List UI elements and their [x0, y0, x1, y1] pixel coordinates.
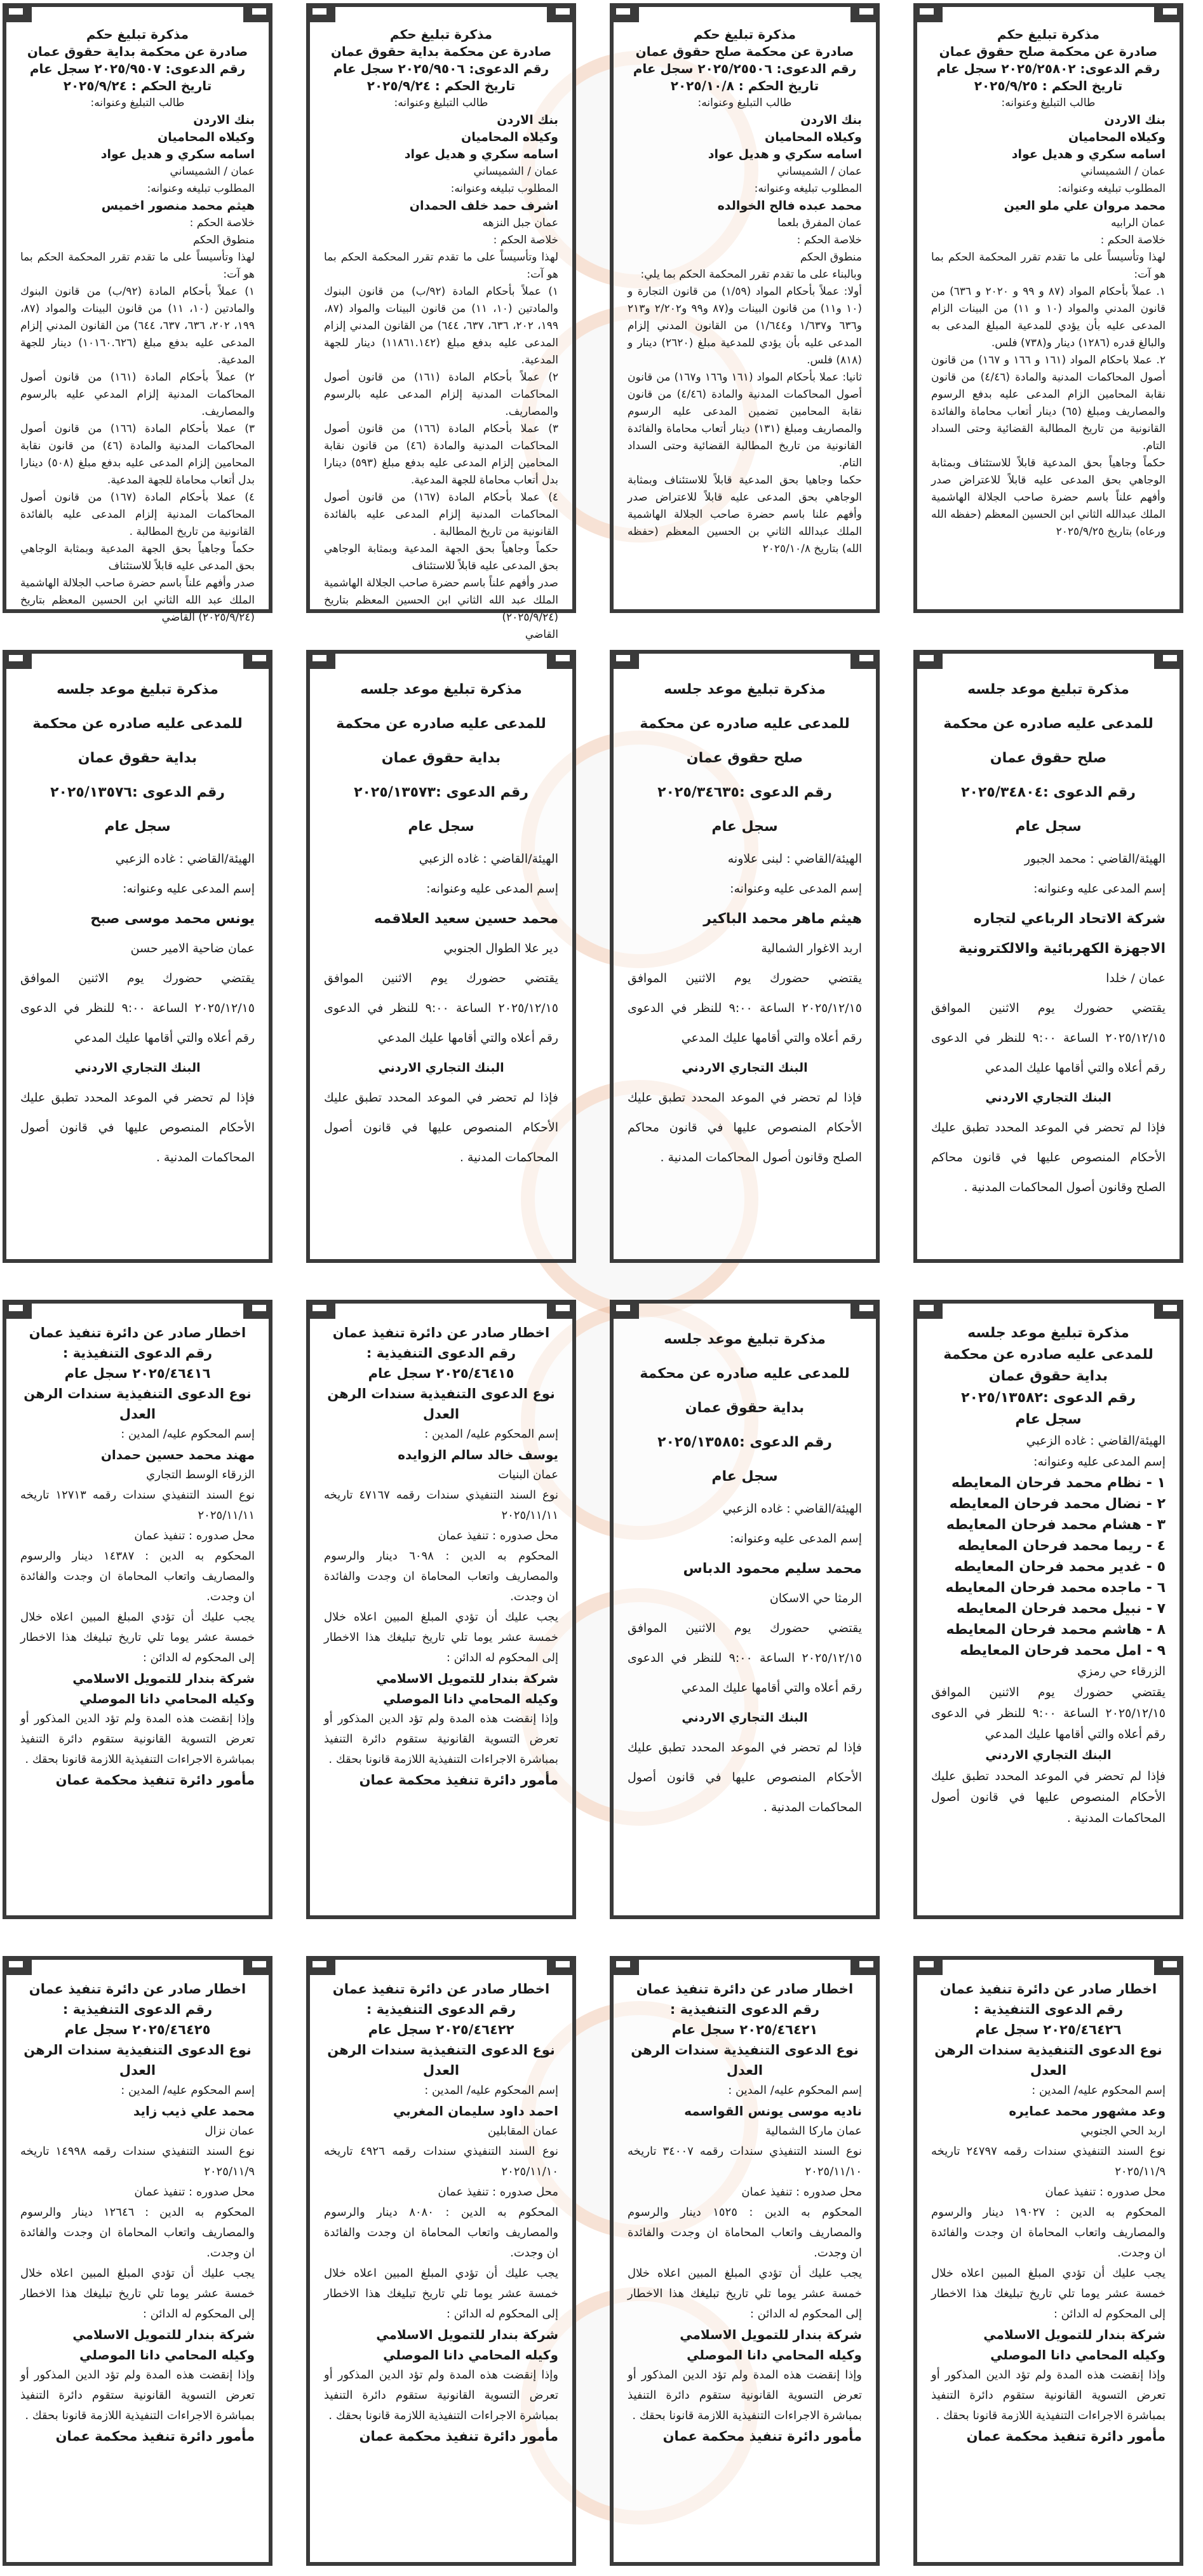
notice-heading: للمدعى عليه صادره عن محكمة — [640, 1366, 850, 1382]
legal-notice-judgment — [306, 3, 576, 641]
notice-field: إسم المحكوم عليه/ المدين : — [1032, 2084, 1166, 2097]
notice-party-name: شركة بندار للتمويل الاسلامي — [983, 2327, 1166, 2342]
legal-notice-hearing — [913, 650, 1183, 1263]
frame-corner-ornament-icon — [913, 1300, 943, 1319]
notice-paragraph: نوع السند التنفيذي سندات رقمه ٤٧١٦٧ تاريخه ٢٠٢٥/١١/١١ — [324, 1488, 559, 1522]
notice-heading: رقم الدعوى :٢٠٢٥/١٣٥٨٢ — [961, 1390, 1136, 1406]
notice-paragraph: ٣) عملا بأحكام المادة (١٦٦) من قانون أصول المحاكمات المدنية والمادة (٤٦) من قانون نقابة المحامين إلزام المدعى عليه بدفع مبلغ (٥٩٣) دينارا بدل أتعاب محاماة للجهة المدعية. — [324, 422, 558, 487]
frame-corner-ornament-icon — [610, 650, 639, 669]
notice-paragraph: فإذا لم تحضر في الموعد المحدد تطبق عليك الأحكام المنصوص عليها في قانون أصول المحاكمات المدنية . — [931, 1769, 1166, 1825]
notice-field: إسم المدعى عليه وعنوانه: — [123, 882, 255, 896]
notice-paragraph: يقتضي حضورك يوم الاثنين الموافق ٢٠٢٥/١٢/١٥ الساعة ٩:٠٠ للنظر في الدعوى رقم أعلاه والتي أقامها عليك المدعي — [20, 971, 255, 1045]
notice-field: اربد الاغوار الشمالية — [761, 941, 862, 955]
notice-plaintiff: البنك التجاري الاردني — [682, 1061, 808, 1075]
notice-field: محل صدوره : تنفيذ عمان — [741, 2185, 862, 2199]
notice-party-name: هيثم ماهر محمد الباكير — [703, 911, 862, 927]
notice-paragraph: المحكوم به الدين : ١٩٠٢٧ دينار والرسوم والمصاريف واتعاب المحاماة ان وجدت والفائدة ان وجدت. — [931, 2206, 1166, 2260]
notice-field: عمان جبل النزهه — [482, 217, 558, 229]
notice-heading: رقم الدعوى التنفيذية : — [973, 2002, 1124, 2017]
notice-heading: سجل عام — [104, 819, 171, 835]
notice-party-name: وكيله المحامي دانا الموصلي — [79, 1691, 255, 1706]
legal-notice-judgment — [610, 3, 880, 613]
notice-paragraph: وإذا إنقضت هذه المدة ولم تؤد الدين المذكور أو تعرض التسوية القانونية ستقوم دائرة التنفيذ بمباشرة الاجراءات التنفيذية اللازمة قانونا بحقك . — [324, 2368, 558, 2422]
notice-field: محل صدوره : تنفيذ عمان — [134, 2185, 255, 2199]
notice-heading: نوع الدعوى التنفيذية سندات الرهن العدل — [934, 2042, 1162, 2078]
notice-heading: ٢٠٢٥/٤٦٤٢٥ سجل عام — [64, 2022, 211, 2037]
notice-heading: تاريخ الحكم : ٢٠٢٥/٩/٢٥ — [974, 78, 1123, 93]
notice-heading: صلح حقوق عمان — [990, 750, 1107, 766]
notice-label: طالب التبليغ وعنوانه: — [90, 97, 185, 109]
frame-corner-ornament-icon — [1154, 1300, 1183, 1319]
notice-field: عمان ضاحية الامير حسن — [130, 941, 255, 955]
notice-heading: تاريخ الحكم : ٢٠٢٥/٩/٢٤ — [63, 78, 212, 93]
notice-label: طالب التبليغ وعنوانه: — [697, 97, 792, 109]
notice-paragraph: المحكوم به الدين : ٦٠٩٨ دينار والرسوم والمصاريف واتعاب المحاماة ان وجدت والفائدة ان وجدت. — [324, 1549, 558, 1603]
notice-field: الهيئة/القاضي : محمد الجبور — [1024, 852, 1166, 866]
notice-heading: سجل عام — [408, 819, 474, 835]
notice-field: إسم المدعى عليه وعنوانه: — [730, 882, 862, 896]
notice-heading: للمدعى عليه صادره عن محكمة — [336, 716, 546, 732]
notice-heading: اخطار صادر عن دائرة تنفيذ عمان — [332, 1981, 550, 1997]
notice-paragraph: المحكوم به الدين : ١٤٣٨٧ دينار والرسوم والمصاريف واتعاب المحاماة ان وجدت والفائدة ان وجدت. — [20, 1549, 255, 1603]
notice-paragraph: صدر وأفهم علناً باسم حضرة صاحب الجلالة الهاشمية الملك عبد الله الثاني ابن الحسين المعظم بتاريخ (٢٠٢٥/٩/٢٤) القاضي — [20, 577, 255, 624]
notice-party-name: شركة بندار للتمويل الاسلامي — [72, 1671, 255, 1686]
frame-corner-ornament-icon — [306, 3, 335, 22]
notice-party-name: ١ - نظام محمد فرحان المعايطه — [951, 1475, 1166, 1491]
notice-party-name: وكيلاه المحاميان — [1068, 130, 1166, 144]
notice-party-name: ٨ - هاشم محمد فرحان المعايطه — [946, 1622, 1166, 1638]
notice-paragraph: ١. عملاً بأحكام المواد (٨٧ و ٩٩ و ٢٠٢٠ و ٦٣٦) من قانون المدني والمواد (١٠ و ١١) من البينات الزام المدعى عليه بأن يؤدي للمدعية المبلغ المدعى به والبالغ قدره (١٢٨٦) دينار و(٧٣٨) فلس. — [931, 285, 1166, 349]
notice-label: طالب التبليغ وعنوانه: — [1001, 97, 1096, 109]
notice-field: عمان الرابيه — [1110, 217, 1166, 229]
frame-corner-ornament-icon — [306, 1300, 335, 1319]
notice-party-name: شركة بندار للتمويل الاسلامي — [376, 2327, 558, 2342]
notice-party-name: محمد حسين سعيد العلاقمه — [373, 911, 558, 927]
notice-party-name: وكيلاه المحاميان — [158, 130, 255, 144]
notice-party-name: احمد داود سليمان المغربي — [393, 2103, 558, 2119]
notice-field: المطلوب تبليغه وعنوانه: — [1058, 182, 1166, 195]
notice-paragraph: نوع السند التنفيذي سندات رقمه ١٢٧١٣ تاريخه ٢٠٢٥/١١/١١ — [20, 1488, 255, 1522]
notice-field: محل صدوره : تنفيذ عمان — [134, 1529, 255, 1542]
frame-corner-ornament-icon — [3, 1956, 32, 1975]
notice-paragraph: يجب عليك أن تؤدي المبلغ المبين اعلاه خلال خمسة عشر يوما تلي تاريخ تبليغك هذا الاخطار إلى المحكوم له الدائن : — [324, 1610, 558, 1664]
notice-paragraph: ٤) عملا بأحكام المادة (١٦٧) من قانون أصول المحاكمات المدنية إلزام المدعى عليه بالفائدة القانونية من تاريخ المطالبة . — [20, 491, 255, 538]
notice-paragraph: لهذا وتأسيساً على ما تقدم تقرر المحكمة الحكم بما هو آت: — [324, 251, 558, 281]
notice-signature: مأمور دائرة تنفيذ محكمة عمان — [55, 1772, 255, 1788]
notice-plaintiff: البنك التجاري الاردني — [985, 1748, 1112, 1762]
notice-signature: مأمور دائرة تنفيذ محكمة عمان — [662, 2429, 862, 2444]
legal-notice-hearing — [913, 1300, 1183, 1919]
frame-corner-ornament-icon — [547, 1300, 576, 1319]
notice-heading: سجل عام — [711, 819, 778, 835]
notice-paragraph: ١) عملاً بأحكام المادة (٩٢/ب) من قانون البنوك والمادتين (١٠، ١١) من قانون البينات والمواد (٨٧، ١٩٩، ٢٠٢، ٦٣٦، ٦٣٧، ٦٤٤) من القانون المدني إلزام المدعى عليه بدفع مبلغ (١١٨٦١.١٤٢) دينار للجهة المدعية. — [324, 285, 559, 367]
notice-heading: صلح حقوق عمان — [686, 750, 803, 766]
notice-heading: رقم الدعوى التنفيذية : — [62, 1345, 213, 1361]
frame-corner-ornament-icon — [306, 1956, 335, 1975]
legal-notice-exec — [3, 1956, 272, 2566]
notice-party-name: ٧ - نبيل محمد فرحان المعايطه — [957, 1601, 1166, 1617]
notice-field: منطوق الحكم — [800, 251, 862, 264]
notice-heading: نوع الدعوى التنفيذية سندات الرهن العدل — [327, 2042, 555, 2078]
frame-corner-ornament-icon — [3, 3, 32, 22]
notice-paragraph: فإذا لم تحضر في الموعد المحدد تطبق عليك الأحكام المنصوص عليها في قانون أصول المحاكمات المدنية . — [324, 1091, 558, 1164]
notice-field: القاضي — [525, 628, 558, 641]
notice-field: الهيئة/القاضي : لبنى علاونه — [727, 852, 862, 866]
frame-corner-ornament-icon — [243, 1956, 272, 1975]
notice-party-name: شركة بندار للتمويل الاسلامي — [376, 1671, 558, 1686]
notice-heading: سجل عام — [1015, 1412, 1082, 1427]
notice-paragraph: وإذا إنقضت هذه المدة ولم تؤد الدين المذكور أو تعرض التسوية القانونية ستقوم دائرة التنفيذ بمباشرة الاجراءات التنفيذية اللازمة قانونا بحقك . — [20, 2368, 255, 2422]
notice-party-name: وكيله المحامي دانا الموصلي — [79, 2347, 255, 2363]
notice-heading: صادرة عن محكمة بداية حقوق عمان — [27, 44, 248, 59]
legal-notice-exec — [610, 1956, 880, 2566]
notice-heading: رقم الدعوى :٢٠٢٥/١٣٥٨٥ — [657, 1434, 832, 1450]
notice-field: عمان / الشميساني — [473, 165, 558, 178]
notice-party-name: اسامه سكري و هديل عواد — [1011, 147, 1166, 161]
notice-heading: تاريخ الحكم : ٢٠٢٥/١٠/٨ — [670, 78, 819, 93]
notice-paragraph: يجب عليك أن تؤدي المبلغ المبين اعلاه خلال خمسة عشر يوما تلي تاريخ تبليغك هذا الاخطار إلى المحكوم له الدائن : — [931, 2267, 1166, 2321]
notice-paragraph: ٢) عملاً بأحكام المادة (١٦١) من قانون أصول المحاكمات المدنية إلزام المدعي عليه بالرسوم والمصاريف. — [20, 371, 255, 418]
notice-heading: رقم الدعوى التنفيذية : — [366, 1345, 516, 1361]
notice-paragraph: ٣) عملا بأحكام المادة (١٦٦) من قانون أصول المحاكمات المدنية والمادة (٤٦) من قانون نقابة المحامين إلزام المدعى عليه بدفع مبلغ (٥٠٨) دينارا بدل أتعاب محاماة للجهة المدعية. — [20, 422, 255, 487]
notice-heading: اخطار صادر عن دائرة تنفيذ عمان — [29, 1981, 246, 1997]
frame-corner-ornament-icon — [913, 3, 943, 22]
notice-party-name: اشرف حمد خلف الحمدان — [409, 199, 558, 213]
frame-corner-ornament-icon — [610, 1300, 639, 1319]
notice-paragraph: حكماً وجاهياً بحق الجهة المدعية وبمثابة الوجاهي بحق المدعى عليه قابلاً للاستئناف — [20, 543, 255, 572]
frame-corner-ornament-icon — [547, 1956, 576, 1975]
notice-paragraph: ٢. عملا باحكام المواد (١٦١ و ١٦٦ و ١٦٧) من قانون أصول المحاكمات المدنية والمادة (٤/٤٦) من قانون نقابة المحامين الزام المدعى عليه بدفع الرسوم والمصاريف ومبلغ (٦٥) دينار أتعاب محاماة والفائدة القانونية من تاريخ المطالبة القضائية وحتى السداد التام. — [931, 354, 1166, 452]
notice-heading: اخطار صادر عن دائرة تنفيذ عمان — [636, 1981, 854, 1997]
frame-corner-ornament-icon — [1154, 650, 1183, 669]
notice-paragraph: يقتضي حضورك يوم الاثنين الموافق ٢٠٢٥/١٢/١٥ الساعة ٩:٠٠ للنظر في الدعوى رقم أعلاه والتي أقامها عليك المدعي — [628, 1621, 862, 1695]
frame-corner-ornament-icon — [3, 650, 32, 669]
notice-field: منطوق الحكم — [192, 234, 255, 246]
notice-heading: اخطار صادر عن دائرة تنفيذ عمان — [939, 1981, 1157, 1997]
notice-paragraph: وبالبناء على ما تقدم تقرر المحكمة الحكم بما يلي: — [640, 268, 862, 281]
notice-party-name: شركة الاتحاد الرباعي لتجاره الاجهزة الكهربائية والالكترونية — [958, 911, 1166, 957]
notice-heading: ٢٠٢٥/٤٦٤٢٢ سجل عام — [368, 2022, 514, 2037]
notice-paragraph: يقتضي حضورك يوم الاثنين الموافق ٢٠٢٥/١٢/١٥ الساعة ٩:٠٠ للنظر في الدعوى رقم أعلاه والتي أقامها عليك المدعي — [628, 971, 862, 1045]
notice-heading: نوع الدعوى التنفيذية سندات الرهن العدل — [327, 1386, 555, 1422]
notice-heading: مذكرة تبليغ موعد جلسه — [664, 682, 826, 698]
notice-field: عمان / الشميساني — [777, 165, 862, 178]
notice-field: محل صدوره : تنفيذ عمان — [1045, 2185, 1166, 2199]
notice-heading: مذكرة تبليغ موعد جلسه — [664, 1332, 826, 1347]
notice-heading: اخطار صادر عن دائرة تنفيذ عمان — [332, 1325, 550, 1340]
notice-heading: مذكرة تبليغ موعد جلسه — [57, 682, 218, 698]
notice-party-name: ٦ - ماجده محمد فرحان المعايطه — [945, 1580, 1166, 1596]
notice-heading: للمدعى عليه صادره عن محكمة — [943, 716, 1153, 732]
legal-notice-exec — [913, 1956, 1183, 2566]
notice-field: إسم المحكوم عليه/ المدين : — [424, 1427, 558, 1441]
notice-field: إسم المحكوم عليه/ المدين : — [424, 2084, 558, 2097]
notice-party-name: وعد مشهور محمد عمايره — [1009, 2103, 1166, 2119]
notice-field: اربد الحي الجنوبي — [1080, 2124, 1166, 2138]
notice-heading: بداية حقوق عمان — [685, 1400, 805, 1416]
notice-field: عمان المقابلين — [487, 2124, 558, 2138]
notice-field: خلاصة الحكم : — [189, 217, 255, 229]
notice-party-name: يونس محمد موسى صبح — [90, 911, 255, 927]
notice-party-name: بنك الاردن — [800, 113, 862, 127]
notice-field: عمان / خلدا — [1106, 971, 1166, 985]
notice-party-name: يوسف خالد سالم الزوايده — [398, 1447, 558, 1462]
notice-signature: مأمور دائرة تنفيذ محكمة عمان — [55, 2429, 255, 2444]
legal-notice-hearing — [610, 650, 880, 1263]
frame-corner-ornament-icon — [610, 3, 639, 22]
notice-field: المطلوب تبليغه وعنوانه: — [450, 182, 558, 195]
notice-heading: سجل عام — [711, 1469, 778, 1485]
notice-paragraph: فإذا لم تحضر في الموعد المحدد تطبق عليك الأحكام المنصوص عليها في قانون أصول المحاكمات المدنية . — [20, 1091, 255, 1164]
frame-corner-ornament-icon — [1154, 3, 1183, 22]
legal-notice-hearing — [610, 1300, 880, 1919]
notice-heading: رقم الدعوى :٢٠٢٥/١٣٥٧٣ — [354, 785, 528, 800]
frame-corner-ornament-icon — [850, 1956, 880, 1975]
notice-party-name: بنك الاردن — [193, 113, 255, 127]
notice-plaintiff: البنك التجاري الاردني — [378, 1061, 504, 1075]
frame-corner-ornament-icon — [243, 1300, 272, 1319]
notice-field: الهيئة/القاضي : غاده الزعبي — [722, 1502, 862, 1516]
notice-paragraph: ثانيا: عملا بأحكام المواد (١٦١ و١٦٦ و١٦٧) من قانون أصول المحاكمات المدنية والمادة (٤/٤٦) من قانون نقابة المحامين تضمين المدعى عليه الرسوم والمصاريف ومبلغ (١٣١) دينار أتعاب محاماة والفائدة القانونية من تاريخ المطالبة القضائية وحتى السداد التام. — [628, 371, 863, 469]
notice-paragraph: يقتضي حضورك يوم الاثنين الموافق ٢٠٢٥/١٢/١٥ الساعة ٩:٠٠ للنظر في الدعوى رقم أعلاه والتي أقامها عليك المدعي — [931, 1685, 1166, 1741]
notice-party-name: وكيله المحامي دانا الموصلي — [383, 2347, 558, 2363]
notice-heading: رقم الدعوى: ٢٠٢٥/٢٥٨٠٢ سجل عام — [936, 61, 1160, 76]
notice-heading: رقم الدعوى :٢٠٢٥/٣٤٦٣٥ — [657, 785, 832, 800]
notice-heading: بداية حقوق عمان — [988, 1368, 1108, 1384]
notice-paragraph: يجب عليك أن تؤدي المبلغ المبين اعلاه خلال خمسة عشر يوما تلي تاريخ تبليغك هذا الاخطار إلى المحكوم له الدائن : — [20, 2267, 255, 2321]
notice-paragraph: حكماً وجاهياً بحق المدعية قابلاً للاستئناف وبمثابة الوجاهي بحق المدعى عليه قابلاً للاعتراض صدر وأفهم علناً باسم حضرة صاحب الجلالة الهاشمية الملك عبدالله الثاني ابن الحسين المعظم (حفظه الله ورعاه) بتاريخ ٢٠٢٥/٩/٢٥ — [931, 457, 1166, 538]
notice-heading: ٢٠٢٥/٤٦٤١٦ سجل عام — [64, 1366, 211, 1381]
notice-heading: مذكرة تبليغ موعد جلسه — [967, 682, 1129, 698]
notice-paragraph: ٤) عملا بأحكام المادة (١٦٧) من قانون أصول المحاكمات المدنية إلزام المدعى عليه بالفائدة القانونية من تاريخ المطالبة . — [324, 491, 558, 538]
notice-heading: رقم الدعوى التنفيذية : — [669, 2002, 820, 2017]
notice-field: إسم المدعى عليه وعنوانه: — [1033, 882, 1166, 896]
notice-paragraph: صدر وأفهم علناً باسم حضرة صاحب الجلالة الهاشمية الملك عبد الله الثاني ابن الحسين المعظم بتاريخ (٢٠٢٥/٩/٢٤) — [324, 577, 558, 624]
notice-heading: رقم الدعوى :٢٠٢٥/٣٤٨٠٤ — [961, 785, 1136, 800]
notice-heading: تاريخ الحكم : ٢٠٢٥/٩/٢٤ — [366, 78, 516, 93]
notice-heading: مذكرة تبليغ حكم — [86, 27, 189, 42]
notice-field: الهيئة/القاضي : غاده الزعبي — [115, 852, 255, 866]
notice-paragraph: وإذا إنقضت هذه المدة ولم تؤد الدين المذكور أو تعرض التسوية القانونية ستقوم دائرة التنفيذ بمباشرة الاجراءات التنفيذية اللازمة قانونا بحقك . — [628, 2368, 862, 2422]
frame-corner-ornament-icon — [306, 650, 335, 669]
notice-party-name: بنك الاردن — [1104, 113, 1166, 127]
notice-paragraph: يجب عليك أن تؤدي المبلغ المبين اعلاه خلال خمسة عشر يوما تلي تاريخ تبليغك هذا الاخطار إلى المحكوم له الدائن : — [20, 1610, 255, 1664]
notice-party-name: مهند محمد حسين حمدان — [100, 1447, 255, 1462]
frame-corner-ornament-icon — [850, 1300, 880, 1319]
notice-field: الهيئة/القاضي : غاده الزعبي — [419, 852, 558, 866]
notice-heading: مذكرة تبليغ حكم — [997, 27, 1100, 42]
legal-notice-hearing — [3, 650, 272, 1263]
notice-party-name: محمد علي ذيب زايد — [133, 2103, 255, 2119]
notice-heading: مذكرة تبليغ حكم — [389, 27, 493, 42]
notice-heading: رقم الدعوى :٢٠٢٥/١٣٥٧٦ — [50, 785, 225, 800]
notice-field: إسم المحكوم عليه/ المدين : — [121, 1427, 255, 1441]
notice-label: طالب التبليغ وعنوانه: — [394, 97, 488, 109]
notice-field: إسم المدعى عليه وعنوانه: — [730, 1532, 862, 1546]
frame-corner-ornament-icon — [243, 650, 272, 669]
notice-party-name: اسامه سكري و هديل عواد — [708, 147, 862, 161]
notice-party-name: ٩ - امل محمد فرحان المعايطه — [960, 1643, 1166, 1659]
notice-party-name: وكيلاه المحاميان — [461, 130, 558, 144]
notice-paragraph: يجب عليك أن تؤدي المبلغ المبين اعلاه خلال خمسة عشر يوما تلي تاريخ تبليغك هذا الاخطار إلى المحكوم له الدائن : — [324, 2267, 558, 2321]
notice-field: الزرقاء حي رمزي — [1077, 1664, 1166, 1678]
notice-heading: صادرة عن محكمة صلح حقوق عمان — [635, 44, 854, 59]
notice-field: خلاصة الحكم : — [796, 234, 862, 246]
notice-heading: نوع الدعوى التنفيذية سندات الرهن العدل — [24, 1386, 252, 1422]
notice-field: إسم المدعى عليه وعنوانه: — [426, 882, 558, 896]
frame-corner-ornament-icon — [3, 1300, 32, 1319]
notice-plaintiff: البنك التجاري الاردني — [682, 1711, 808, 1725]
notice-field: خلاصة الحكم : — [1100, 234, 1166, 246]
notice-paragraph: نوع السند التنفيذي سندات رقمه ١٤٩٩٨ تاريخه ٢٠٢٥/١١/٩ — [20, 2145, 255, 2178]
frame-corner-ornament-icon — [850, 650, 880, 669]
notice-paragraph: حكما وجاهيا بحق المدعية قابلاً للاستئناف وبمثابة الوجاهي بحق المدعى عليه قابلاً للاعتراض صدر وأفهم علنا باسم حضرة صاحب الجلالة الهاشمية الملك عبدالله الثاني بن الحسين المعظم (حفظه الله) بتاريخ ٢٠٢٥/١٠/٨ — [628, 474, 862, 555]
legal-notice-hearing — [306, 650, 576, 1263]
notice-field: محل صدوره : تنفيذ عمان — [438, 2185, 558, 2199]
notice-party-name: هيثم محمد منصور اخميس — [101, 199, 255, 213]
notice-signature: مأمور دائرة تنفيذ محكمة عمان — [359, 1772, 558, 1788]
notice-paragraph: فإذا لم تحضر في الموعد المحدد تطبق عليك الأحكام المنصوص عليها في قانون محاكم الصلح وقانون أصول المحاكمات المدنية . — [628, 1091, 862, 1164]
notice-field: المطلوب تبليغه وعنوانه: — [754, 182, 862, 195]
notice-party-name: شركة بندار للتمويل الاسلامي — [680, 2327, 862, 2342]
notice-party-name: وكيله المحامي دانا الموصلي — [383, 1691, 558, 1706]
notice-paragraph: يقتضي حضورك يوم الاثنين الموافق ٢٠٢٥/١٢/١٥ الساعة ٩:٠٠ للنظر في الدعوى رقم أعلاه والتي أقامها عليك المدعي — [324, 971, 558, 1045]
legal-notice-judgment — [913, 3, 1183, 613]
frame-corner-ornament-icon — [913, 650, 943, 669]
notice-field: الرمثا حي الاسكان — [769, 1591, 862, 1605]
notice-heading: ٢٠٢٥/٤٦٤٢١ سجل عام — [671, 2022, 818, 2037]
notice-party-name: ٥ - غدير محمد فرحان المعايطه — [954, 1559, 1166, 1575]
notice-heading: اخطار صادر عن دائرة تنفيذ عمان — [29, 1325, 246, 1340]
notice-paragraph: ١) عملاً بأحكام المادة (٩٢/ب) من قانون البنوك والمادتين (١٠، ١١) من قانون البينات والمواد (٨٧، ١٩٩، ٢٠٢، ٦٣٦، ٦٣٧، ٦٤٤) من القانون المدني إلزام المدعى عليه بدفع مبلغ (١٠١٦٠.٦٢٦) دينار للجهة المدعية. — [20, 285, 255, 367]
notice-heading: رقم الدعوى التنفيذية : — [366, 2002, 516, 2017]
frame-corner-ornament-icon — [1154, 1956, 1183, 1975]
notice-field: عمان البنيات — [498, 1468, 558, 1481]
notice-party-name: وكيلاه المحاميان — [765, 130, 862, 144]
notice-field: الزرقاء الوسط التجاري — [146, 1468, 255, 1481]
notice-paragraph: نوع السند التنفيذي سندات رقمه ٤٩٢٦ تاريخه ٢٠٢٥/١١/١٠ — [324, 2145, 559, 2178]
notice-heading: بداية حقوق عمان — [381, 750, 501, 766]
notice-party-name: ٣ - هشام محمد فرحان المعايطه — [946, 1517, 1166, 1533]
notice-paragraph: المحكوم به الدين : ١٥٢٥ دينار والرسوم والمصاريف واتعاب المحاماة ان وجدت والفائدة ان وجدت. — [628, 2206, 862, 2260]
notice-heading: سجل عام — [1015, 819, 1082, 835]
notice-heading: بداية حقوق عمان — [77, 750, 198, 766]
notice-heading: مذكرة تبليغ موعد جلسه — [360, 682, 522, 698]
notice-party-name: محمد سليم محمود الدباس — [683, 1561, 862, 1577]
notice-field: عمان / الشميساني — [1080, 165, 1166, 178]
notice-paragraph: فإذا لم تحضر في الموعد المحدد تطبق عليك الأحكام المنصوص عليها في قانون أصول المحاكمات المدنية . — [628, 1741, 862, 1814]
notice-heading: رقم الدعوى التنفيذية : — [62, 2002, 213, 2017]
notice-heading: للمدعى عليه صادره عن محكمة — [640, 716, 850, 732]
legal-notice-judgment — [3, 3, 272, 624]
notice-paragraph: لهذا وتأسيساً على ما تقدم تقرر المحكمة الحكم بما هو آت: — [20, 251, 255, 281]
notice-paragraph: نوع السند التنفيذي سندات رقمه ٢٤٧٩٧ تاريخه ٢٠٢٥/١١/٩ — [931, 2145, 1166, 2178]
notice-party-name: شركة بندار للتمويل الاسلامي — [72, 2327, 255, 2342]
notice-heading: صادرة عن محكمة صلح حقوق عمان — [939, 44, 1158, 59]
legal-notice-exec — [3, 1300, 272, 1919]
notice-paragraph: المحكوم به الدين : ١٢٦٤٦ دينار والرسوم والمصاريف واتعاب المحاماة ان وجدت والفائدة ان وجدت. — [20, 2206, 255, 2260]
notice-heading: رقم الدعوى: ٢٠٢٥/٩٥٠٦ سجل عام — [333, 61, 549, 76]
notice-field: محل صدوره : تنفيذ عمان — [438, 1529, 558, 1542]
notice-paragraph: أولا: عملاً بأحكام المواد (١/٥٩) من قانون التجارة و (١٠ و١١) من قانون البينات و(٨٧ و٩٩ و٢/٢٠٢ و٢١٣ و٦٣٦ و١/٦٣٧ و١/٦٤٤) من القانون المدني إلزام المدعى عليه بأن يؤدي للمدعية مبلغ (٢٦٢٠) دينار و (٨١٨) فلس. — [628, 285, 862, 367]
notice-heading: للمدعى عليه صادره عن محكمة — [943, 1347, 1153, 1363]
frame-corner-ornament-icon — [547, 650, 576, 669]
notice-field: عمان / الشميساني — [170, 165, 255, 178]
notice-field: عمان المفرق بلعما — [777, 217, 862, 229]
frame-corner-ornament-icon — [913, 1956, 943, 1975]
notice-party-name: محمد عبده فالح الخوالده — [717, 199, 862, 213]
notice-party-name: ٢ - نضال محمد فرحان المعايطه — [949, 1496, 1166, 1512]
notice-paragraph: وإذا إنقضت هذه المدة ولم تؤد الدين المذكور أو تعرض التسوية القانونية ستقوم دائرة التنفيذ بمباشرة الاجراءات التنفيذية اللازمة قانونا بحقك . — [324, 1712, 558, 1766]
notice-party-name: بنك الاردن — [497, 113, 558, 127]
notice-party-name: وكيله المحامي دانا الموصلي — [687, 2347, 862, 2363]
notice-field: إسم المدعى عليه وعنوانه: — [1033, 1455, 1166, 1469]
notice-party-name: اسامه سكري و هديل عواد — [404, 147, 558, 161]
notice-paragraph: لهذا وتأسيساً على ما تقدم تقرر المحكمة الحكم بما هو آت: — [931, 251, 1166, 281]
frame-corner-ornament-icon — [243, 3, 272, 22]
notice-heading: ٢٠٢٥/٤٦٤٢٦ سجل عام — [975, 2022, 1122, 2037]
frame-corner-ornament-icon — [610, 1956, 639, 1975]
notice-heading: نوع الدعوى التنفيذية سندات الرهن العدل — [631, 2042, 859, 2078]
notice-heading: ٢٠٢٥/٤٦٤١٥ سجل عام — [368, 1366, 514, 1381]
notice-paragraph: وإذا إنقضت هذه المدة ولم تؤد الدين المذكور أو تعرض التسوية القانونية ستقوم دائرة التنفيذ بمباشرة الاجراءات التنفيذية اللازمة قانونا بحقك . — [20, 1712, 255, 1766]
notice-field: دير علا الطوال الجنوبي — [443, 941, 558, 955]
notice-paragraph: حكماً وجاهياً بحق الجهة المدعية وبمثابة الوجاهي بحق المدعى عليه قابلاً للاستئناف — [324, 543, 558, 572]
notice-party-name: ٤ - ريما محمد فرحان المعايطه — [958, 1538, 1166, 1554]
notice-signature: مأمور دائرة تنفيذ محكمة عمان — [359, 2429, 558, 2444]
notice-field: خلاصة الحكم : — [493, 234, 558, 246]
frame-corner-ornament-icon — [850, 3, 880, 22]
frame-corner-ornament-icon — [547, 3, 576, 22]
notice-paragraph: يجب عليك أن تؤدي المبلغ المبين اعلاه خلال خمسة عشر يوما تلي تاريخ تبليغك هذا الاخطار إلى المحكوم له الدائن : — [628, 2267, 862, 2321]
notice-party-name: محمد مروان علي ملو العين — [1004, 199, 1166, 213]
legal-notice-exec — [306, 1300, 576, 1919]
notice-field: عمان نزال — [205, 2124, 255, 2138]
notice-plaintiff: البنك التجاري الاردني — [74, 1061, 201, 1075]
notice-heading: رقم الدعوى: ٢٠٢٥/٢٥٥٠٦ سجل عام — [633, 61, 857, 76]
notice-paragraph: ٢) عملاً بأحكام المادة (١٦١) من قانون أصول المحاكمات المدنية إلزام المدعى عليه بالرسوم والمصاريف. — [324, 371, 558, 418]
notice-field: إسم المحكوم عليه/ المدين : — [121, 2084, 255, 2097]
notice-heading: مذكرة تبليغ موعد جلسه — [967, 1325, 1129, 1341]
legal-notice-exec — [306, 1956, 576, 2566]
notice-field: المطلوب تبليغه وعنوانه: — [147, 182, 255, 195]
notice-paragraph: المحكوم به الدين : ٨٠٨٠ دينار والرسوم والمصاريف واتعاب المحاماة ان وجدت والفائدة ان وجدت. — [324, 2206, 558, 2260]
notice-paragraph: نوع السند التنفيذي سندات رقمه ٣٤٠٠٧ تاريخه ٢٠٢٥/١١/١٠ — [628, 2145, 863, 2178]
notice-heading: للمدعى عليه صادره عن محكمة — [32, 716, 243, 732]
notice-party-name: وكيله المحامي دانا الموصلي — [990, 2347, 1166, 2363]
notice-heading: نوع الدعوى التنفيذية سندات الرهن العدل — [24, 2042, 252, 2078]
notice-heading: مذكرة تبليغ حكم — [693, 27, 796, 42]
notice-paragraph: يقتضي حضورك يوم الاثنين الموافق ٢٠٢٥/١٢/١٥ الساعة ٩:٠٠ للنظر في الدعوى رقم أعلاه والتي أقامها عليك المدعي — [931, 1001, 1166, 1075]
notice-heading: صادرة عن محكمة بداية حقوق عمان — [330, 44, 552, 59]
notice-plaintiff: البنك التجاري الاردني — [985, 1091, 1112, 1105]
notice-party-name: اسامه سكري و هديل عواد — [100, 147, 255, 161]
notice-field: عمان ماركا الشمالية — [765, 2124, 862, 2138]
notice-paragraph: وإذا إنقضت هذه المدة ولم تؤد الدين المذكور أو تعرض التسوية القانونية ستقوم دائرة التنفيذ بمباشرة الاجراءات التنفيذية اللازمة قانونا بحقك . — [931, 2368, 1166, 2422]
notice-party-name: ناديه موسى يونس القواسمه — [684, 2103, 862, 2119]
notice-field: إسم المحكوم عليه/ المدين : — [728, 2084, 862, 2097]
notice-field: الهيئة/القاضي : غاده الزعبي — [1026, 1434, 1166, 1448]
notice-paragraph: فإذا لم تحضر في الموعد المحدد تطبق عليك الأحكام المنصوص عليها في قانون محاكم الصلح وقانون أصول المحاكمات المدنية . — [931, 1121, 1166, 1194]
notice-signature: مأمور دائرة تنفيذ محكمة عمان — [966, 2429, 1166, 2444]
notice-heading: رقم الدعوى: ٢٠٢٥/٩٥٠٧ سجل عام — [29, 61, 246, 76]
